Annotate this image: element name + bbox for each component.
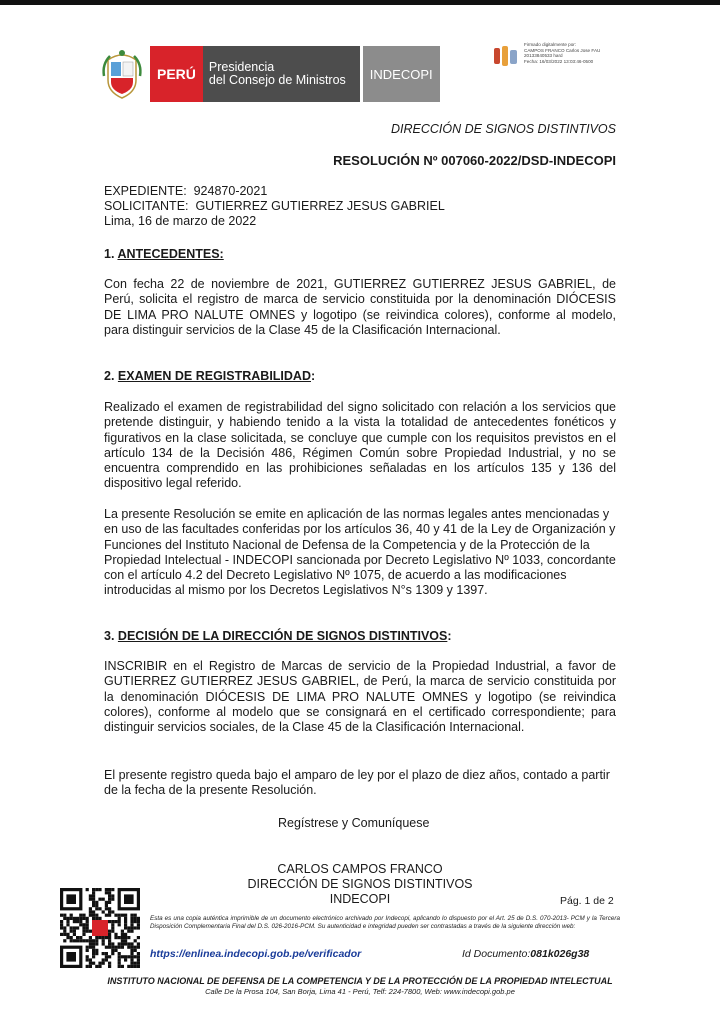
section-2-colon: : bbox=[311, 369, 316, 383]
section-3-title: DECISIÓN DE LA DIRECCIÓN DE SIGNOS DISTINTIVOS bbox=[117, 629, 448, 643]
pcm-line-2: del Consejo de Ministros bbox=[208, 73, 346, 87]
peru-label: PERÚ bbox=[150, 46, 203, 102]
verification-qr-code[interactable] bbox=[60, 888, 140, 968]
signature-seal-icon bbox=[492, 42, 520, 70]
section-2-title: EXAMEN DE REGISTRABILIDAD bbox=[117, 369, 311, 383]
section-1-paragraph: Con fecha 22 de noviembre de 2021, GUTIERREZ GUTIERREZ JESUS GABRIEL, de Perú, solicita el registro de marca de servicio constituida por la denominación DIÓCESIS DE LIMA PRO NALUTE OMNES y logotipo (se reivindica colores), conforme al modelo, para distinguir servicios de la Clase 45 de la Clasificación Internacional. bbox=[104, 277, 616, 337]
section-1-heading bbox=[104, 247, 224, 262]
signer-role: DIRECCIÓN DE SIGNOS DISTINTIVOS bbox=[247, 877, 473, 891]
institute-name: INSTITUTO NACIONAL DE DEFENSA DE LA COMPETENCIA Y DE LA PROTECCIÓN DE LA PROPIEDAD INTELECTUAL bbox=[107, 976, 613, 986]
section-3-paragraph-1: INSCRIBIR en el Registro de Marcas de servicio de la Propiedad Industrial, a favor de GUTIERREZ GUTIERREZ JESUS GABRIEL, de Perú, la marca de servicio constituida por la denominación DIÓCESIS DE LIMA PRO NALUTE OMNES y logotipo (se reivindica colores), conforme al modelo que se consignará en el certificado correspondiente; para distinguir servicios sociales, de la Clase 45 de la Clasificación Internacional. bbox=[104, 659, 616, 735]
institute-address: Calle De la Prosa 104, San Borja, Lima 41 - Perú, Telf: 224-7800, Web: www.indecopi.gob.pe bbox=[205, 987, 515, 996]
document-id bbox=[462, 948, 589, 960]
peru-coat-of-arms-icon bbox=[100, 46, 144, 102]
top-border bbox=[0, 0, 720, 5]
pcm-label bbox=[203, 46, 360, 102]
government-logo-bar bbox=[100, 46, 440, 102]
solicitante-line: SOLICITANTE: GUTIERREZ GUTIERREZ JESUS GABRIEL bbox=[104, 199, 445, 213]
page-number: Pág. 1 de 2 bbox=[560, 895, 614, 907]
signer-name: CARLOS CAMPOS FRANCO bbox=[277, 862, 443, 876]
digital-signature-stamp bbox=[492, 42, 622, 70]
section-3-paragraph-2: El presente registro queda bajo el amparo de ley por el plazo de diez años, contado a partir de la fecha de la presente Resolución. bbox=[104, 768, 610, 798]
document-date: Lima, 16 de marzo de 2022 bbox=[104, 214, 257, 228]
section-3-colon: : bbox=[447, 629, 452, 643]
solicitante-label: SOLICITANTE bbox=[104, 199, 186, 213]
office-title: DIRECCIÓN DE SIGNOS DISTINTIVOS bbox=[390, 122, 616, 136]
section-1-title: ANTECEDENTES: bbox=[117, 247, 224, 261]
closing-phrase: Regístrese y Comuníquese bbox=[278, 816, 430, 830]
section-2-number: 2. bbox=[104, 369, 115, 383]
document-id-label: Id Documento: bbox=[462, 948, 531, 960]
signature-line-1: Firmado digitalmente por: bbox=[524, 42, 577, 47]
resolution-number: RESOLUCIÓN Nº 007060-2022/DSD-INDECOPI bbox=[333, 153, 616, 168]
pcm-line-1: Presidencia bbox=[208, 60, 275, 74]
section-2-paragraph-2: La presente Resolución se emite en aplicación de las normas legales antes mencionadas y en uso de las facultades conferidas por los artículos 36, 40 y 41 de la Ley de Organización y Funciones del Instituto Nacional de Defensa de la Competencia y de la Protección de la Propiedad Intelectual - INDECOPI sancionada por Decreto Legislativo Nº 1033, concordante con el artículo 4.2 del Decreto Legislativo Nº 1075, de acuerdo a las modificaciones introducidas al mismo por los Decretos Legislativos N°s 1309 y 1397. bbox=[104, 507, 616, 598]
expediente-label: EXPEDIENTE bbox=[104, 184, 184, 198]
expediente-value: 924870-2021 bbox=[193, 184, 268, 198]
section-2-paragraph-1: Realizado el examen de registrabilidad del signo solicitado con relación a los servicios que pretende distinguir, y habiendo tenido a la vista la totalidad de antecedentes fonéticos y figurativos en la clase solicitada, se concluye que cumple con los requisitos previstos en el artículo 134 de la Decisión 486, Régimen Común sobre Propiedad Industrial, y no se encuentra comprendido en las prohibiciones señaladas en los artículos 135 y 136 del dispositivo legal referido. bbox=[104, 400, 616, 491]
signer-org: INDECOPI bbox=[329, 892, 391, 906]
section-3-number: 3. bbox=[104, 629, 115, 643]
solicitante-value: GUTIERREZ GUTIERREZ JESUS GABRIEL bbox=[195, 199, 445, 213]
indecopi-label: INDECOPI bbox=[363, 46, 440, 102]
signature-line-4: Fecha: 16/03/2022 13:03:46-0500 bbox=[524, 58, 594, 64]
section-2-heading bbox=[104, 369, 315, 384]
signature-line-3: 20133840533 hard bbox=[524, 53, 563, 59]
verify-link[interactable]: https://enlinea.indecopi.gob.pe/verificador bbox=[150, 948, 362, 960]
legal-notice: Esta es una copia auténtica imprimible de un documento electrónico archivado por Indecopi, aplicando lo dispuesto por el Art. 25 de D.S. 070-2013- PCM y la Tercera Disposición Complementaria Final del D.S. 026-2016-PCM. Su autenticidad e integridad pueden ser contrastadas a través de la siguiente dirección web: bbox=[150, 915, 620, 931]
signature-line-2: CAMPOS FRANCO Carlos Jose FAU bbox=[524, 47, 601, 53]
document-id-value: 081k026g38 bbox=[530, 948, 590, 960]
expediente-line: EXPEDIENTE: 924870-2021 bbox=[104, 184, 268, 198]
section-1-number: 1. bbox=[104, 247, 115, 261]
section-3-heading bbox=[104, 629, 452, 644]
